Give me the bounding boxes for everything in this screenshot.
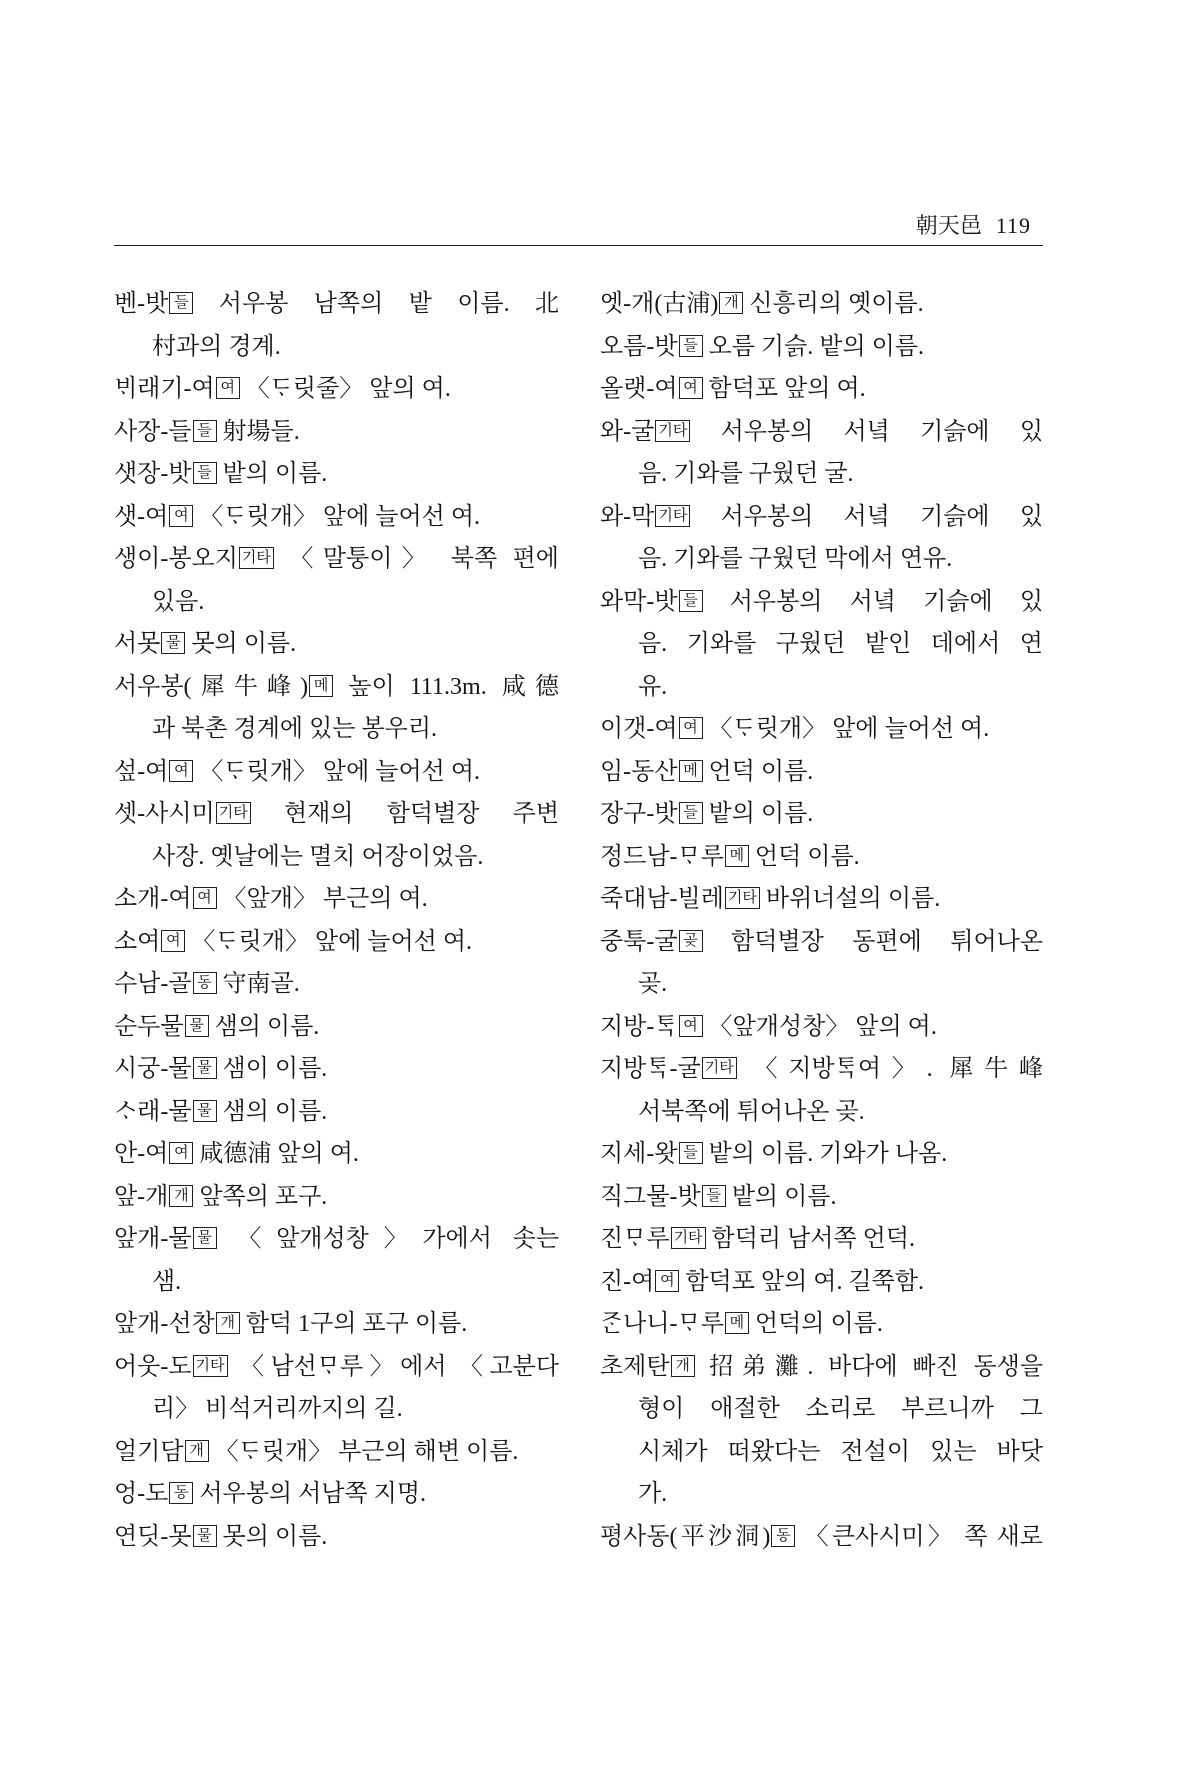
entry bbox=[114, 793, 559, 878]
page-header bbox=[114, 205, 1043, 246]
entry-continuation-line: 리〉 비석거리까지의 길. bbox=[152, 1396, 403, 1422]
entry-first-line bbox=[114, 1431, 559, 1474]
entry-first-line bbox=[600, 1346, 1043, 1389]
entry-text: 밭의 이름. bbox=[222, 461, 328, 487]
entry-first-line bbox=[114, 623, 559, 666]
entry-category-box: 여 bbox=[193, 887, 217, 909]
entry-category-box: 여 bbox=[169, 1142, 193, 1164]
entry-text: 〈ᄃᆞ릿개〉 앞에 늘어선 여. bbox=[199, 503, 481, 530]
entry-term: 오름-밧 bbox=[600, 333, 678, 360]
entry-category-box: 물 bbox=[193, 1057, 217, 1079]
entry-first-line bbox=[114, 1133, 559, 1176]
entry bbox=[114, 1516, 559, 1559]
entry bbox=[600, 878, 1043, 921]
entry-term: 진-여 bbox=[600, 1268, 655, 1295]
entry-first-line bbox=[114, 453, 559, 496]
entry-first-line bbox=[600, 581, 1043, 624]
entry-text: 〈앞개〉 부근의 여. bbox=[222, 886, 428, 912]
entry-text: 招弟灘. 바다에 빠진 동생을 bbox=[709, 1353, 1043, 1380]
entry-term: 엉-도 bbox=[114, 1481, 169, 1507]
entry-term: 소여 bbox=[114, 928, 161, 955]
entry-category-box: 여 bbox=[169, 760, 193, 782]
entry-term: 순두물 bbox=[114, 1013, 184, 1040]
entry-term: 샛-여 bbox=[114, 503, 169, 530]
entry bbox=[114, 1006, 559, 1049]
entry-text: 못의 이름. bbox=[222, 1523, 328, 1550]
entry-term: 서못 bbox=[114, 631, 161, 657]
entry-term: 평사동(平沙洞) bbox=[600, 1523, 771, 1550]
entry-term: 와막-밧 bbox=[600, 588, 678, 615]
entry-first-line bbox=[114, 1091, 559, 1134]
entry-text: 신흥리의 옛이름. bbox=[749, 291, 924, 317]
entry-first-line bbox=[600, 326, 1043, 369]
entry bbox=[114, 368, 559, 411]
entry-term: 수남-골 bbox=[114, 971, 192, 997]
entry-category-box: 곶 bbox=[679, 930, 703, 952]
entry-term: 앞개-선창 bbox=[114, 1311, 215, 1337]
entry bbox=[600, 1261, 1043, 1304]
entry-category-box: 물 bbox=[193, 1227, 217, 1249]
entry-category-box: 기타 bbox=[725, 887, 760, 909]
entry-first-line bbox=[600, 878, 1043, 921]
entry-category-box: 메 bbox=[309, 675, 333, 697]
entry-category-box: 들 bbox=[169, 292, 193, 314]
entry-first-line bbox=[600, 1261, 1043, 1304]
entry-category-box: 들 bbox=[679, 802, 703, 824]
entry-category-box: 들 bbox=[702, 1185, 726, 1207]
entry-continuation-line: 음. 기와를 구웠던 막에서 연유. bbox=[638, 546, 953, 572]
entry-text: 서우봉의 서남쪽 지명. bbox=[199, 1481, 427, 1507]
entry-first-line bbox=[600, 793, 1043, 836]
entry-category-box: 물 bbox=[185, 1015, 209, 1037]
entry-first-line bbox=[114, 1303, 559, 1346]
entry bbox=[600, 283, 1043, 326]
entry bbox=[600, 1048, 1043, 1133]
entry bbox=[600, 836, 1043, 879]
entry bbox=[600, 708, 1043, 751]
entry-text: 함덕리 남서쪽 언덕. bbox=[711, 1226, 916, 1252]
entry-category-box: 메 bbox=[725, 845, 749, 867]
entry-continuation-line: 음. 기와를 구웠던 밭인 데에서 연 bbox=[638, 631, 1043, 657]
entry-text: 〈남선ᄆᆞ루〉에서 〈고분다 bbox=[240, 1353, 559, 1380]
entry-first-line bbox=[114, 1516, 559, 1559]
entry-text: 〈ᄃᆞ릿개〉 앞에 늘어선 여. bbox=[708, 716, 990, 742]
entry bbox=[114, 751, 559, 794]
entry-text: 〈지방ᄐᆞᆨ여〉. 犀牛峰 bbox=[753, 1056, 1043, 1082]
entry-text: 샘의 이름. bbox=[222, 1098, 328, 1125]
entry-category-box: 개 bbox=[169, 1185, 193, 1207]
entry bbox=[114, 1303, 559, 1346]
entry-category-box: 동 bbox=[169, 1482, 193, 1504]
entry bbox=[600, 326, 1043, 369]
entry-text: 서우봉의 서녘 기슭에 있 bbox=[720, 418, 1043, 445]
entry-term: 임-동산 bbox=[600, 758, 678, 785]
entry-term: 연딧-못 bbox=[114, 1523, 192, 1550]
entry-continuation-line: 시체가 떠왔다는 전설이 있는 바닷 bbox=[638, 1438, 1043, 1465]
entry bbox=[600, 1006, 1043, 1049]
entry-term: 사장-들 bbox=[114, 418, 192, 445]
entry-category-box: 물 bbox=[161, 632, 185, 654]
entry bbox=[600, 1303, 1043, 1346]
entry bbox=[600, 793, 1043, 836]
entry-category-box: 메 bbox=[679, 760, 703, 782]
entry-category-box: 동 bbox=[193, 972, 217, 994]
entry-category-box: 개 bbox=[671, 1355, 695, 1377]
entry-term: 초제탄 bbox=[600, 1353, 670, 1380]
entry-text: 함덕 1구의 포구 이름. bbox=[245, 1311, 468, 1337]
entry-continuation-line: 샘. bbox=[152, 1268, 182, 1295]
entry-text: 守南골. bbox=[222, 971, 300, 997]
entry-category-box: 여 bbox=[679, 717, 703, 739]
entry-first-line bbox=[114, 1006, 559, 1049]
entry bbox=[114, 878, 559, 921]
entry bbox=[114, 623, 559, 666]
entry-term: 안-여 bbox=[114, 1141, 169, 1167]
entry-text: 〈앞개성창〉 앞의 여. bbox=[708, 1013, 937, 1040]
entry-term: 엣-개(古浦) bbox=[600, 291, 719, 317]
entry bbox=[114, 1473, 559, 1516]
entry-category-box: 여 bbox=[679, 377, 703, 399]
entry-continuation-line: 형이 애절한 소리로 부르니까 그 bbox=[638, 1396, 1043, 1422]
entry-text: 언덕 이름. bbox=[754, 843, 860, 870]
entry-term: 올랫-여 bbox=[600, 376, 678, 402]
entry bbox=[114, 538, 559, 623]
entry bbox=[114, 1048, 559, 1091]
entry-first-line bbox=[600, 1006, 1043, 1049]
entry bbox=[114, 1431, 559, 1474]
entry-continuation-line: 서북쪽에 튀어나온 곶. bbox=[638, 1098, 865, 1125]
entry-text: 밭의 이름. 기와가 나옴. bbox=[708, 1141, 948, 1167]
entry-first-line bbox=[600, 1048, 1043, 1091]
entry bbox=[114, 1091, 559, 1134]
entry-text: 현재의 함덕별장 주변 bbox=[283, 801, 560, 827]
entry-category-box: 물 bbox=[193, 1100, 217, 1122]
left-column bbox=[114, 283, 559, 1558]
entry bbox=[600, 496, 1043, 581]
entry-text: 서우봉 남쪽의 밭 이름. 北 bbox=[218, 291, 560, 317]
entry-continuation-line: 유. bbox=[638, 673, 668, 700]
entry bbox=[114, 453, 559, 496]
entry-text: 〈말퉁이〉 북쪽 편에 bbox=[289, 546, 559, 572]
entry-first-line bbox=[114, 496, 559, 539]
entry-category-box: 여 bbox=[161, 930, 185, 952]
entry-category-box: 동 bbox=[771, 1525, 795, 1547]
entry-text: 〈큰사시미〉 쪽 새로 bbox=[804, 1523, 1043, 1550]
entry-first-line bbox=[114, 963, 559, 1006]
section-title: 朝天邑 bbox=[915, 213, 982, 238]
entry-text: 못의 이름. bbox=[191, 631, 297, 657]
entry-first-line bbox=[600, 368, 1043, 411]
entry-term: 앞개-물 bbox=[114, 1226, 192, 1252]
entry-continuation-line: 곶. bbox=[638, 971, 668, 997]
entry-text: 샘이 이름. bbox=[222, 1056, 328, 1082]
entry-term: 앞-개 bbox=[114, 1183, 169, 1210]
entry-first-line bbox=[600, 1303, 1043, 1346]
entry bbox=[114, 666, 559, 751]
entry-term: 와-굴 bbox=[600, 418, 655, 445]
entry-term: 샛장-밧 bbox=[114, 461, 192, 487]
entry-category-box: 기타 bbox=[193, 1355, 228, 1377]
entry-first-line bbox=[114, 878, 559, 921]
entry bbox=[114, 921, 559, 964]
entry bbox=[114, 1133, 559, 1176]
entry-text: 높이 111.3m. 咸德 bbox=[348, 673, 559, 700]
entry-text: 함덕별장 동편에 튀어나온 bbox=[731, 928, 1044, 955]
entry-term: 지세-왓 bbox=[600, 1141, 678, 1167]
entry-term: 이갯-여 bbox=[600, 716, 678, 742]
entry-category-box: 기타 bbox=[655, 420, 690, 442]
entry-first-line bbox=[114, 793, 559, 836]
entry-text: 언덕 이름. bbox=[708, 758, 814, 785]
entry-category-box: 메 bbox=[725, 1312, 749, 1334]
entry-first-line bbox=[600, 836, 1043, 879]
entry-category-box: 여 bbox=[679, 1015, 703, 1037]
entry-category-box: 기타 bbox=[671, 1227, 706, 1249]
entry bbox=[600, 1176, 1043, 1219]
entry-term: ᄌᆞᆫ나니-ᄆᆞ루 bbox=[600, 1311, 724, 1337]
entry-category-box: 물 bbox=[193, 1525, 217, 1547]
entry bbox=[600, 921, 1043, 1006]
entry-term: ᄉᆞ래-물 bbox=[114, 1098, 192, 1125]
right-column bbox=[600, 283, 1043, 1558]
entry-first-line bbox=[114, 1176, 559, 1219]
entry-first-line bbox=[600, 411, 1043, 454]
entry-term: 섶-여 bbox=[114, 758, 169, 785]
entry-category-box: 기타 bbox=[702, 1057, 737, 1079]
entry-category-box: 기타 bbox=[655, 505, 690, 527]
entry-text: 오름 기슭. 밭의 이름. bbox=[708, 333, 925, 360]
entry-category-box: 들 bbox=[679, 335, 703, 357]
entry-text: 〈ᄃᆞ릿개〉 부근의 해변 이름. bbox=[214, 1438, 519, 1465]
entry bbox=[600, 368, 1043, 411]
entry-first-line bbox=[114, 411, 559, 454]
entry-term: 장구-밧 bbox=[600, 801, 678, 827]
entry-term: 서우봉(犀牛峰) bbox=[114, 673, 309, 700]
entry-text: 언덕의 이름. bbox=[754, 1311, 883, 1337]
entry-term: 정드남-ᄆᆞ루 bbox=[600, 843, 724, 870]
entry-first-line bbox=[600, 921, 1043, 964]
entry-continuation-line: 있음. bbox=[152, 588, 205, 615]
entry bbox=[114, 1176, 559, 1219]
entry-term: 와-막 bbox=[600, 503, 655, 530]
entry bbox=[600, 751, 1043, 794]
entry-first-line bbox=[600, 283, 1043, 326]
entry-text: 서우봉의 서녘 기슭에 있 bbox=[720, 503, 1043, 530]
entry bbox=[114, 496, 559, 539]
entry-first-line bbox=[600, 1516, 1043, 1559]
entry-first-line bbox=[600, 496, 1043, 539]
entry bbox=[114, 1346, 559, 1431]
entry-first-line bbox=[114, 751, 559, 794]
entry-term: 시궁-물 bbox=[114, 1056, 192, 1082]
entry bbox=[114, 963, 559, 1006]
entry-first-line bbox=[600, 708, 1043, 751]
running-head bbox=[916, 209, 1031, 240]
entry-text: 〈ᄃᆞ릿줄〉 앞의 여. bbox=[245, 376, 451, 402]
entry-category-box: 개 bbox=[719, 292, 743, 314]
entry-first-line bbox=[114, 1048, 559, 1091]
entry-category-box: 여 bbox=[216, 377, 240, 399]
entry-first-line bbox=[114, 1473, 559, 1516]
entry-continuation-line: 과 북촌 경계에 있는 봉우리. bbox=[152, 716, 438, 742]
entry-category-box: 들 bbox=[193, 420, 217, 442]
entry-category-box: 들 bbox=[193, 462, 217, 484]
entry-term: 어웃-도 bbox=[114, 1353, 192, 1380]
entry bbox=[600, 1218, 1043, 1261]
entry-text: 바위너설의 이름. bbox=[765, 886, 941, 912]
entry-category-box: 개 bbox=[185, 1440, 209, 1462]
entry-term: 지방ᄐᆞᆨ-굴 bbox=[600, 1056, 701, 1082]
entry-category-box: 개 bbox=[216, 1312, 240, 1334]
entry bbox=[600, 581, 1043, 709]
entry bbox=[600, 1516, 1043, 1559]
entry-first-line bbox=[114, 666, 559, 709]
entry-text: 밭의 이름. bbox=[731, 1183, 837, 1210]
entry-text: 함덕포 앞의 여. bbox=[708, 376, 866, 402]
entry-continuation-line: 村과의 경계. bbox=[152, 333, 281, 360]
entry-term: ᄇᆡ래기-여 bbox=[114, 376, 215, 402]
entry bbox=[600, 411, 1043, 496]
entry-continuation-line: 사장. 옛날에는 멸치 어장이었음. bbox=[152, 843, 484, 870]
entry-term: 중툭-굴 bbox=[600, 928, 678, 955]
entry-first-line bbox=[600, 1133, 1043, 1176]
entry-category-box: 여 bbox=[169, 505, 193, 527]
entry-first-line bbox=[114, 283, 559, 326]
entry-category-box: 기타 bbox=[216, 802, 251, 824]
entry-text: 〈ᄃᆞ릿개〉 앞에 늘어선 여. bbox=[199, 758, 481, 785]
entry bbox=[600, 1133, 1043, 1176]
entry-text: 밭의 이름. bbox=[708, 801, 814, 827]
entry-text: 함덕포 앞의 여. 길쭉함. bbox=[685, 1268, 925, 1295]
entry bbox=[114, 411, 559, 454]
entry-first-line bbox=[114, 368, 559, 411]
entry-term: 얼기담 bbox=[114, 1438, 184, 1465]
entry-term: 직그물-밧 bbox=[600, 1183, 701, 1210]
entry-category-box: 기타 bbox=[239, 547, 274, 569]
entry-text: 〈앞개성창〉가에서 솟는 bbox=[237, 1226, 560, 1252]
entry-text: 서우봉의 서녘 기슭에 있 bbox=[729, 588, 1043, 615]
entry bbox=[114, 1218, 559, 1303]
entry-term: 죽대남-빌레 bbox=[600, 886, 724, 912]
entry-term: 셋-사시미 bbox=[114, 801, 215, 827]
entry-first-line bbox=[114, 538, 559, 581]
entry-first-line bbox=[600, 1218, 1043, 1261]
entry-term: 지방-ᄐᆞᆨ bbox=[600, 1013, 678, 1040]
entry-term: 소개-여 bbox=[114, 886, 192, 912]
entry-category-box: 들 bbox=[679, 1142, 703, 1164]
entry-category-box: 여 bbox=[655, 1270, 679, 1292]
entry-text: 咸德浦 앞의 여. bbox=[199, 1141, 359, 1167]
entry-category-box: 들 bbox=[679, 590, 703, 612]
entry-first-line bbox=[600, 1176, 1043, 1219]
entry bbox=[114, 283, 559, 368]
entry-continuation-line: 음. 기와를 구웠던 굴. bbox=[638, 461, 854, 487]
entry-text: 샘의 이름. bbox=[214, 1013, 320, 1040]
page-number: 119 bbox=[995, 213, 1031, 238]
entry-text: 〈ᄃᆞ릿개〉 앞에 늘어선 여. bbox=[191, 928, 473, 955]
entry-text: 앞쪽의 포구. bbox=[199, 1183, 328, 1210]
entry-term: 생이-봉오지 bbox=[114, 546, 238, 572]
entry bbox=[600, 1346, 1043, 1516]
entry-continuation-line: 가. bbox=[638, 1481, 668, 1507]
entry-first-line bbox=[114, 1346, 559, 1389]
entry-first-line bbox=[114, 921, 559, 964]
entry-term: 벤-밧 bbox=[114, 291, 169, 317]
entry-first-line bbox=[114, 1218, 559, 1261]
entry-text: 射場들. bbox=[222, 418, 300, 445]
entry-first-line bbox=[600, 751, 1043, 794]
entry-term: 진ᄆᆞ루 bbox=[600, 1226, 670, 1252]
